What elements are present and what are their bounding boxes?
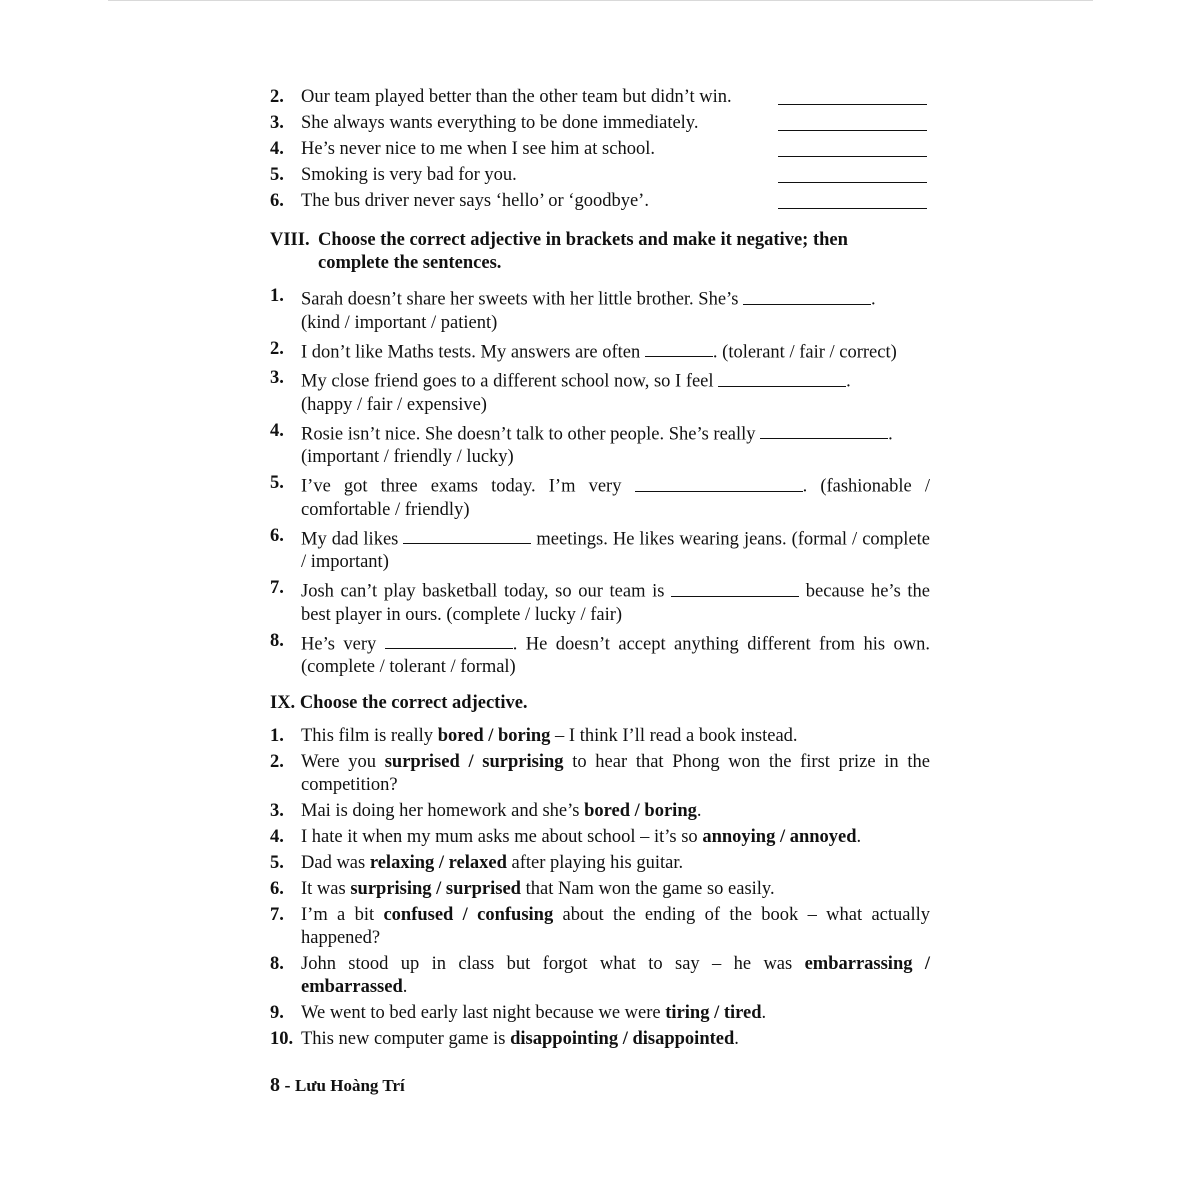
item-options: (important / friendly / lucky): [301, 447, 514, 467]
list-item: [270, 826, 930, 849]
item-text-before: Dad was: [301, 853, 370, 873]
item-text: [301, 1002, 930, 1025]
list-item: [270, 164, 930, 190]
item-number: 2.: [270, 87, 284, 107]
item-text: [301, 800, 930, 823]
list-item: [270, 1002, 930, 1025]
adjective-choice[interactable]: tiring / tired: [665, 1003, 762, 1023]
item-text: [301, 725, 930, 748]
item-text-after: meetings. He likes wearing jeans. (formal / complete / important): [301, 529, 931, 572]
section-9-list: [270, 725, 930, 1051]
list-item: [270, 852, 930, 875]
item-number: 2.: [270, 752, 284, 772]
list-item: [270, 420, 930, 470]
list-item: [270, 630, 930, 680]
item-text: [301, 878, 930, 901]
section-8-number: VIII.: [270, 230, 310, 250]
page-footer: [270, 1074, 405, 1097]
item-text-after: .: [888, 424, 893, 444]
section-9-heading: [270, 692, 930, 715]
item-text: [301, 953, 930, 999]
item-text-after: to hear that Phong won the first prize in the competition?: [301, 752, 930, 795]
item-text: [301, 826, 930, 849]
adjective-choice[interactable]: embarrassing / embarrassed: [301, 954, 930, 997]
item-text: He’s never nice to me when I see him at school.: [301, 139, 655, 159]
item-text: [301, 751, 930, 797]
item-text-after: . (tolerant / fair / correct): [712, 342, 897, 362]
list-item: [270, 904, 930, 950]
item-text-after: because he’s the best player in ours. (complete / lucky / fair): [301, 581, 931, 625]
item-number: 3.: [270, 368, 284, 388]
list-item: [270, 577, 930, 627]
item-text: [301, 630, 930, 680]
worksheet-page: [270, 86, 930, 1054]
adjective-choice[interactable]: bored / boring: [584, 801, 697, 821]
list-item: [270, 800, 930, 823]
item-text-after: .: [734, 1029, 739, 1049]
answer-blank[interactable]: [778, 208, 927, 209]
item-text: [301, 904, 930, 950]
section-8-list: [270, 285, 930, 679]
list-item: [270, 86, 930, 112]
item-number: 9.: [270, 1003, 284, 1023]
answer-blank[interactable]: [385, 630, 513, 650]
item-number: 10.: [270, 1029, 294, 1049]
answer-blank[interactable]: [635, 472, 803, 492]
item-text-after: .: [871, 289, 876, 310]
item-text-before: It was: [301, 879, 351, 899]
section-7-list: [270, 86, 930, 216]
item-text: [301, 577, 930, 627]
adjective-choice[interactable]: surprised / surprising: [384, 752, 564, 772]
item-number: 6.: [270, 191, 284, 211]
item-number: 6.: [270, 525, 284, 546]
adjective-choice[interactable]: bored / boring: [437, 726, 551, 746]
list-item: [270, 338, 930, 365]
item-number: 5.: [270, 853, 284, 873]
item-text-before: We went to bed early last night because we were: [301, 1003, 666, 1023]
item-text-before: Mai is doing her homework and she’s: [301, 801, 585, 821]
answer-blank[interactable]: [645, 338, 713, 358]
item-text: [301, 472, 930, 522]
list-item: [270, 953, 930, 999]
answer-blank[interactable]: [778, 182, 927, 183]
item-text: [301, 525, 930, 575]
item-number: 8.: [270, 630, 284, 651]
item-text-after: that Nam won the game so easily.: [520, 879, 775, 899]
item-text-before: This new computer game is: [301, 1029, 511, 1049]
item-number: 1.: [270, 286, 284, 306]
item-text: [301, 1028, 930, 1051]
answer-blank[interactable]: [403, 525, 531, 545]
footer-separator: -: [280, 1075, 295, 1095]
top-divider: [108, 0, 1093, 1]
adjective-choice[interactable]: relaxing / relaxed: [369, 853, 507, 873]
list-item: [270, 112, 930, 138]
item-text-before: This film is really: [301, 726, 438, 746]
adjective-choice[interactable]: confused / confusing: [383, 905, 554, 925]
answer-blank[interactable]: [778, 156, 927, 157]
answer-blank[interactable]: [743, 285, 871, 305]
author-name: Lưu Hoàng Trí: [295, 1076, 405, 1095]
item-text: [301, 420, 930, 470]
list-item: [270, 190, 930, 216]
section-8-heading: [270, 229, 930, 275]
item-text: [301, 338, 930, 365]
item-text-before: Were you: [301, 752, 385, 772]
item-text-after: . He doesn’t accept anything different from his own. (complete / tolerant / formal): [301, 634, 930, 677]
answer-blank[interactable]: [760, 420, 888, 440]
list-item: [270, 367, 930, 417]
item-text-after: .: [856, 827, 862, 847]
section-9-number: IX.: [270, 693, 296, 713]
item-text: [301, 852, 930, 875]
item-text-after: – I think I’ll read a book instead.: [550, 726, 798, 746]
adjective-choice[interactable]: surprising / surprised: [350, 879, 521, 899]
item-number: 1.: [270, 726, 284, 746]
item-text: She always wants everything to be done immediately.: [301, 113, 699, 133]
answer-blank[interactable]: [778, 104, 927, 105]
item-text-before: My dad likes: [301, 529, 399, 549]
item-text-after: after playing his guitar.: [506, 853, 684, 873]
section-9-title: Choose the correct adjective.: [299, 693, 528, 713]
answer-blank[interactable]: [778, 130, 927, 131]
list-item: [270, 1028, 930, 1051]
item-number: 4.: [270, 420, 284, 441]
item-number: 2.: [270, 338, 284, 359]
list-item: [270, 725, 930, 748]
item-text-after: about the ending of the book – what actually happened?: [301, 905, 930, 948]
item-text-after: .: [761, 1003, 767, 1023]
item-number: 5.: [270, 473, 284, 493]
list-item: [270, 525, 930, 575]
item-text-before: I don’t like Maths tests. My answers are often: [301, 342, 641, 362]
item-text-before: I’m a bit: [301, 905, 384, 925]
item-text-after: . (fashionable / comfortable / friendly): [301, 476, 931, 520]
adjective-choice[interactable]: annoying / annoyed: [702, 827, 857, 847]
item-number: 7.: [270, 578, 284, 598]
adjective-choice[interactable]: disappointing / disappointed: [510, 1029, 735, 1049]
item-number: 4.: [270, 827, 284, 847]
item-text: The bus driver never says ‘hello’ or ‘goodbye’.: [301, 191, 649, 211]
list-item: [270, 878, 930, 901]
item-options: (kind / important / patient): [301, 312, 498, 333]
section-8-title-line2: complete the sentences.: [318, 253, 502, 273]
item-text-before: I’ve got three exams today. I’m very: [301, 476, 622, 497]
item-text-after: .: [402, 977, 408, 997]
item-number: 5.: [270, 165, 284, 185]
item-options: (happy / fair / expensive): [301, 394, 487, 415]
item-text-before: Rosie isn’t nice. She doesn’t talk to other people. She’s really: [301, 424, 756, 444]
item-number: 3.: [270, 801, 284, 821]
item-text-before: He’s very: [301, 634, 377, 654]
item-text: Our team played better than the other team but didn’t win.: [301, 87, 732, 107]
answer-blank[interactable]: [671, 577, 799, 597]
item-text-after: .: [696, 801, 702, 821]
item-number: 6.: [270, 879, 284, 899]
item-text: [301, 285, 930, 335]
item-text-before: I hate it when my mum asks me about school – it’s so: [301, 827, 703, 847]
item-number: 8.: [270, 954, 284, 974]
item-text: [301, 367, 930, 417]
item-text-after: .: [846, 371, 851, 392]
list-item: [270, 472, 930, 522]
list-item: [270, 138, 930, 164]
section-8-title-line1: Choose the correct adjective in brackets and make it negative; then: [318, 230, 848, 250]
item-text-before: Sarah doesn’t share her sweets with her little brother. She’s: [301, 289, 739, 310]
list-item: [270, 751, 930, 797]
item-text-before: Josh can’t play basketball today, so our team is: [301, 581, 665, 602]
item-number: 3.: [270, 113, 284, 133]
item-text-before: My close friend goes to a different school now, so I feel: [301, 371, 714, 392]
item-number: 4.: [270, 139, 284, 159]
list-item: [270, 285, 930, 335]
answer-blank[interactable]: [718, 367, 846, 387]
item-text: Smoking is very bad for you.: [301, 165, 517, 185]
item-text-before: John stood up in class but forgot what to say – he was: [301, 954, 805, 974]
page-number: 8: [270, 1074, 280, 1096]
item-number: 7.: [270, 905, 284, 925]
